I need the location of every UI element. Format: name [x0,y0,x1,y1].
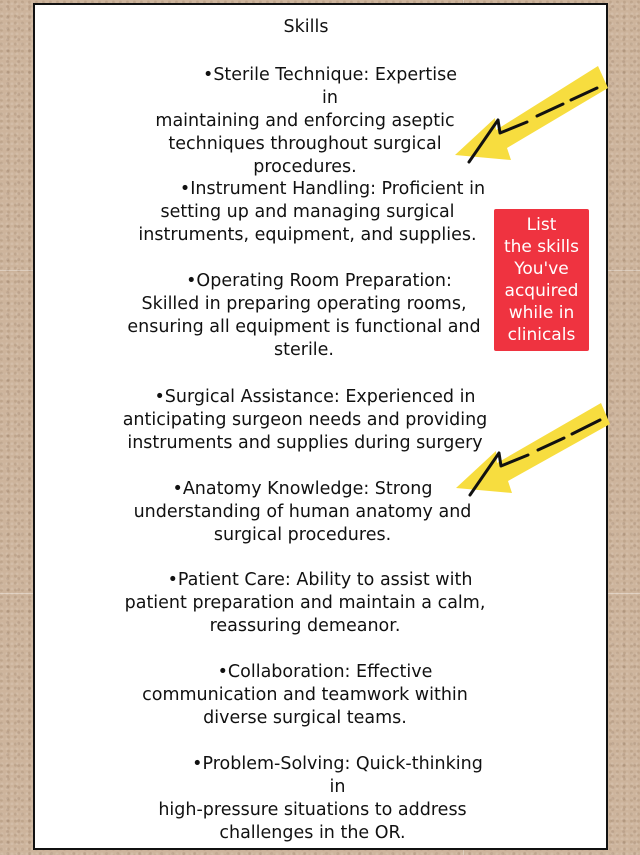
skill-line: surgical procedures. [213,525,392,545]
skill-line: instruments and supplies during surgery [127,433,483,453]
skill-line: •Collaboration: Effective [217,662,433,682]
skill-line: sterile. [274,340,334,360]
skill-line: •Anatomy Knowledge: Strong [172,479,433,499]
note-line: the skills [503,237,580,257]
skill-line: •Patient Care: Ability to assist with [167,570,473,590]
skill-line: techniques throughout surgical [168,134,442,154]
note-line: clinicals [507,325,576,345]
skill-line: anticipating surgeon needs and providing [122,410,488,430]
note-line: List [526,215,557,235]
skill-operating-room-preparation [118,270,490,362]
skill-line: setting up and managing surgical [160,202,455,222]
skill-line: instruments, equipment, and supplies. [138,225,477,245]
skill-instrument-handling [125,178,490,247]
skill-line: •Surgical Assistance: Experienced in [154,387,476,407]
skill-line: •Sterile Technique: Expertise in [203,65,457,108]
skill-line: high-pressure situations to address [158,800,467,820]
skill-line: diverse surgical teams. [203,708,407,728]
yellow-arrow-icon [445,60,615,175]
skill-problem-solving [140,753,485,845]
skill-sterile-technique [145,64,465,179]
skill-collaboration [125,661,485,730]
skill-line: understanding of human anatomy and [133,502,472,522]
skill-line: challenges in the OR. [219,823,406,843]
skill-line: communication and teamwork within [142,685,468,705]
sticky-note-annotation [494,209,589,351]
skill-line: ensuring all equipment is functional and [127,317,481,337]
note-line: You've [514,259,569,279]
skill-line: •Instrument Handling: Proficient in [179,179,486,199]
skill-line: Skilled in preparing operating rooms, [141,294,467,314]
note-line: while in [508,303,575,323]
skill-line: •Operating Room Preparation: [186,271,452,291]
skill-line: •Problem-Solving: Quick-thinking in [192,754,483,797]
skill-line: procedures. [253,157,357,177]
yellow-arrow-icon [448,398,618,513]
page-title: Skills [283,17,329,37]
skill-anatomy-knowledge [120,478,485,547]
skill-line: maintaining and enforcing aseptic [155,111,455,131]
skill-line: patient preparation and maintain a calm, [124,593,486,613]
skill-line: reassuring demeanor. [209,616,401,636]
skill-surgical-assistance [115,386,495,455]
note-line: acquired [504,281,579,301]
skill-patient-care [115,569,495,638]
